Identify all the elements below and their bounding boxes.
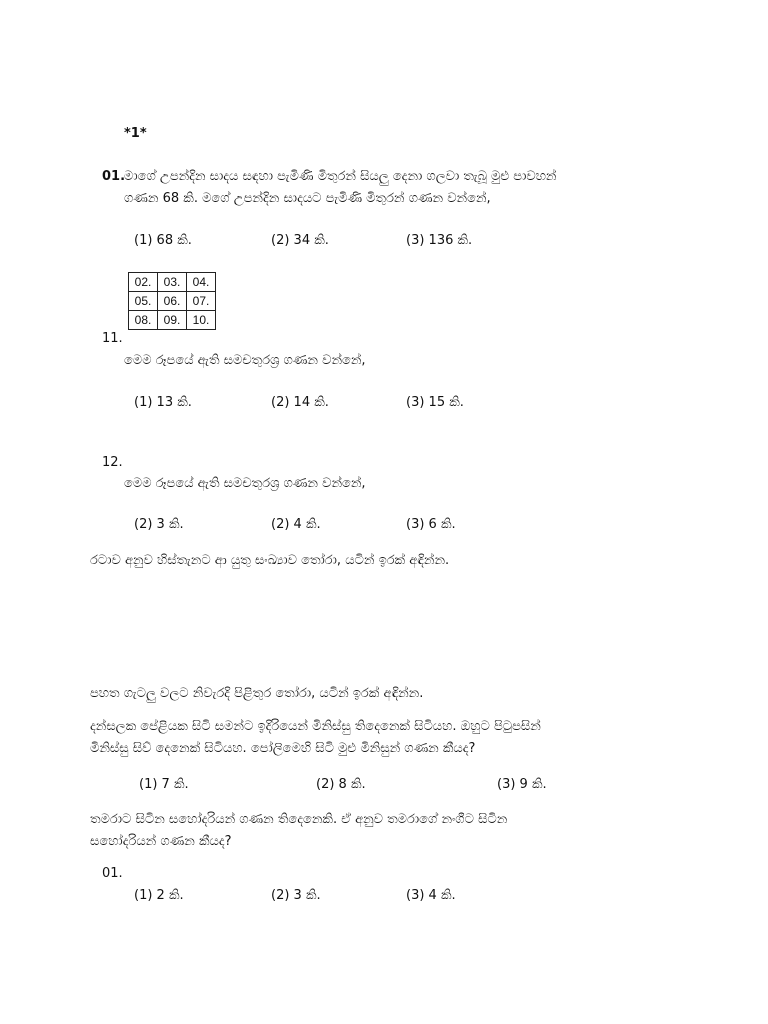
answer-option: (1) 2 කි. bbox=[134, 888, 184, 903]
answer-option: (3) 136 කි. bbox=[406, 233, 473, 248]
answer-option: (2) 14 කි. bbox=[271, 395, 329, 410]
question-text: මිනිස්සු සිව් දෙනෙක් සිටියහ. පෝලිමෙහි සිටි මුළු මිනිසුන් ගණන කීයද? bbox=[90, 741, 476, 756]
instruction-text: රටාව අනුව හිස්තැනට ආ යුතු සංඛ්‍යාව තෝරා, යටින් ඉරක් අඳින්න. bbox=[90, 553, 450, 568]
question-text: දන්සලක පේළියක සිටි සමන්ට ඉදිරියෙන් මිනිස්සු තිදෙනෙක් සිටියහ. ඔහුට පිටුපසින් bbox=[90, 719, 541, 734]
question-number: 11. bbox=[102, 331, 123, 346]
answer-option: (2) 3 කි. bbox=[271, 888, 321, 903]
answer-option: (1) 68 කි. bbox=[134, 233, 192, 248]
answer-option: (2) 3 කි. bbox=[134, 517, 184, 532]
question-number: 12. bbox=[102, 455, 123, 470]
grid-row bbox=[129, 292, 216, 311]
grid-cell: 08. bbox=[129, 311, 158, 330]
grid-cell: 07. bbox=[187, 292, 216, 311]
instruction-text: පහත ගැටලු වලට නිවැරදි පිළිතුර තෝරා, යටින් ඉරක් අඳින්න. bbox=[90, 686, 424, 701]
grid-row bbox=[129, 273, 216, 292]
answer-option: (1) 13 කි. bbox=[134, 395, 192, 410]
question-text: ගණන 68 කි. මගේ උපන්දින සාදයට පැමිණි මිතුරන් ගණන වන්නේ, bbox=[124, 191, 491, 206]
answer-option: (1) 7 කි. bbox=[139, 777, 189, 792]
answer-option: (2) 34 කි. bbox=[271, 233, 329, 248]
question-text: මාගේ උපන්දින සාදය සඳහා පැමිණි මිතුරන් සියලු දෙනා ගලවා තැබූ මුළු පාවහන් bbox=[124, 169, 557, 184]
grid-cell: 04. bbox=[187, 273, 216, 292]
answer-option: (3) 6 කි. bbox=[406, 517, 456, 532]
grid-row bbox=[129, 311, 216, 330]
answer-option: (3) 9 කි. bbox=[497, 777, 547, 792]
answer-option: (2) 4 කි. bbox=[271, 517, 321, 532]
answer-option: (2) 8 කි. bbox=[316, 777, 366, 792]
grid-cell: 09. bbox=[158, 311, 187, 330]
grid-cell: 06. bbox=[158, 292, 187, 311]
grid-cell: 10. bbox=[187, 311, 216, 330]
answer-option: (3) 4 කි. bbox=[406, 888, 456, 903]
grid-cell: 03. bbox=[158, 273, 187, 292]
question-text: මෙම රූපයේ ඇති සමචතුරශ්‍ර ගණන වන්නේ, bbox=[124, 353, 366, 368]
grid-cell: 05. bbox=[129, 292, 158, 311]
question-text: තමරාට සිටින සහෝදරියන් ගණන තිදෙනෙකි. ඒ අනුව තමරාගේ නංගීට සිටින bbox=[90, 812, 508, 827]
answer-option: (3) 15 කි. bbox=[406, 395, 464, 410]
number-grid bbox=[128, 272, 216, 330]
question-number: 01. bbox=[102, 169, 126, 184]
page-marker: *1* bbox=[124, 126, 147, 141]
question-number: 01. bbox=[102, 866, 123, 881]
question-text: මෙම රූපයේ ඇති සමචතුරශ්‍ර ගණන වන්නේ, bbox=[124, 476, 366, 491]
question-text: සහෝදරියන් ගණන කීයද? bbox=[90, 834, 232, 849]
grid-cell: 02. bbox=[129, 273, 158, 292]
